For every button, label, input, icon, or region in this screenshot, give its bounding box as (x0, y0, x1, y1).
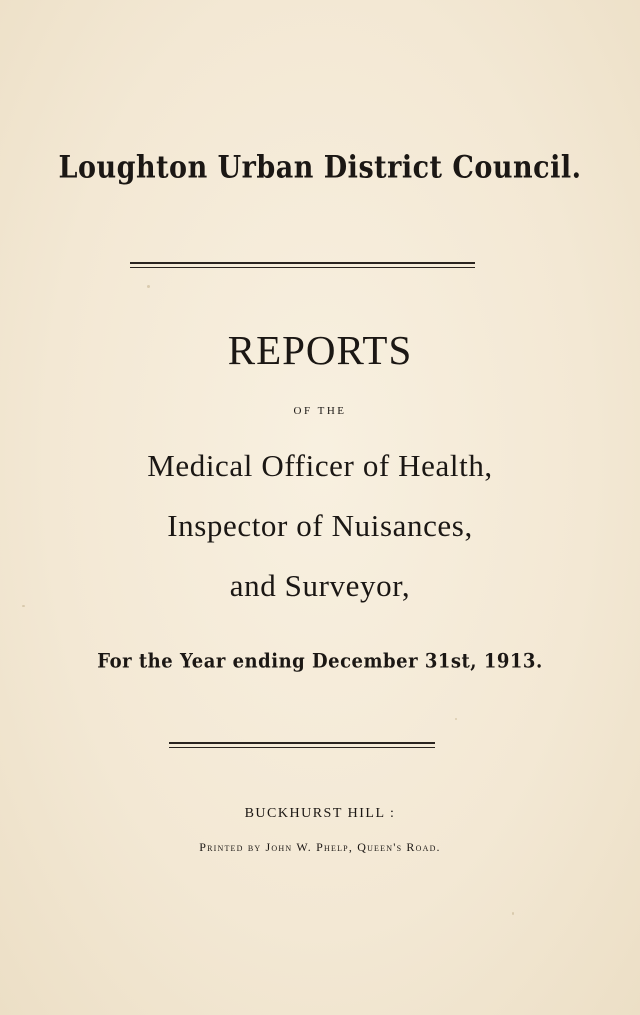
paper-speck (147, 285, 150, 288)
inspector-line: Inspector of Nuisances, (167, 508, 473, 543)
top-double-rule (130, 262, 475, 268)
council-name-heading: Loughton Urban District Council. (58, 149, 582, 186)
imprint-printer: Printed by John W. Phelp, Queen's Road. (199, 840, 441, 854)
medical-officer-line: Medical Officer of Health, (147, 448, 493, 483)
paper-speck (22, 605, 25, 607)
reports-title: REPORTS (227, 327, 413, 373)
report-period-line: For the Year ending December 31st, 1913. (97, 649, 543, 674)
imprint-place: BUCKHURST HILL : (244, 806, 396, 821)
of-the-connector: OF THE (293, 405, 347, 417)
surveyor-line: and Surveyor, (229, 568, 411, 603)
paper-speck (512, 912, 514, 915)
bottom-double-rule (169, 742, 435, 748)
paper-speck (455, 718, 457, 720)
